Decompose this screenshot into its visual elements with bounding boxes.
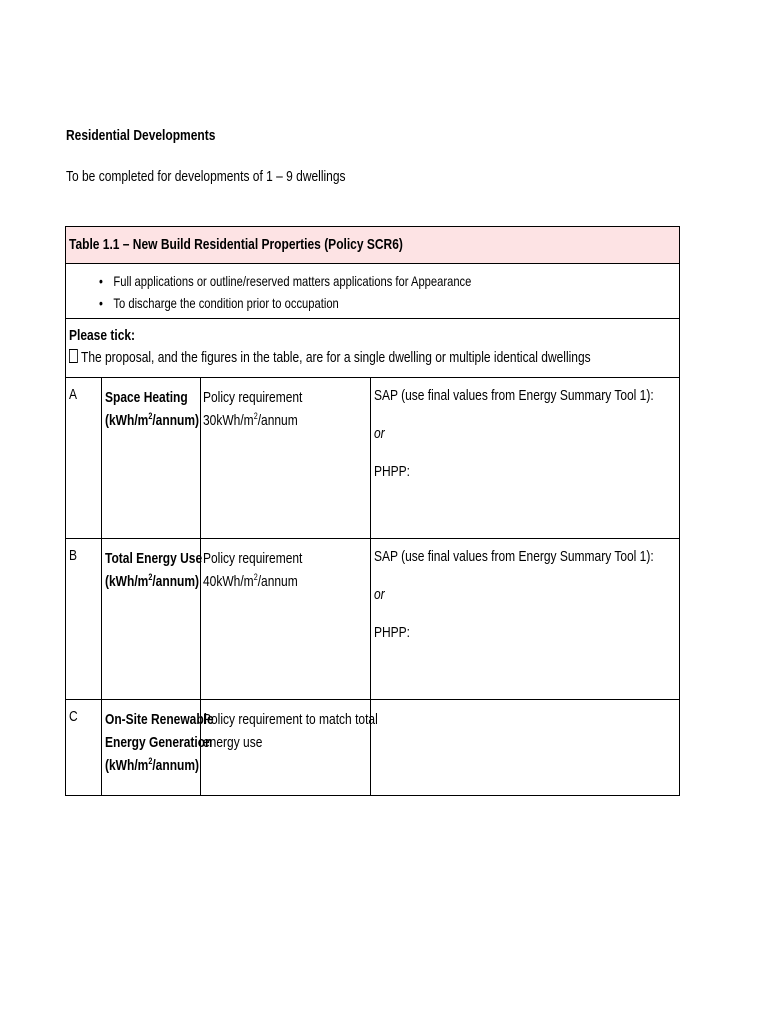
bullets-cell	[66, 264, 680, 319]
intro-text	[66, 168, 415, 185]
metric-name: On-Site Renewable	[105, 711, 214, 728]
requirement-cell	[201, 700, 378, 796]
table-bullets-row	[66, 264, 680, 319]
tick-title-text: Please tick:	[69, 327, 136, 344]
requirement-value: $40kWh/m^2$/annum	[203, 572, 298, 590]
tick-option	[69, 349, 679, 366]
tick-title	[69, 327, 679, 349]
metric-cell	[102, 539, 201, 700]
row-letter: C	[69, 708, 78, 725]
row-letter-cell	[66, 378, 102, 539]
intro-text-label: To be completed for developments of 1 – 9 dwellings	[66, 168, 346, 185]
list-item	[99, 292, 679, 314]
generation-input-cell[interactable]	[371, 700, 680, 796]
tick-option-label: The proposal, and the figures in the table, are for a single dwelling or multiple identical dwellings	[81, 349, 591, 366]
requirement-label: Policy requirement to match total	[203, 711, 378, 728]
metric-cell	[102, 378, 201, 539]
sap-input-cell[interactable]	[371, 378, 680, 539]
metric-unit: $(kWh/m^2/annum)$	[105, 572, 200, 590]
row-letter: A	[69, 386, 78, 403]
bullet-text: Full applications or outline/reserved matters applications for Appearance	[113, 273, 472, 289]
or-label: or	[374, 425, 385, 442]
requirement-label: Policy requirement	[203, 389, 303, 406]
row-letter-cell	[66, 539, 102, 700]
bullet-icon: •	[99, 295, 103, 311]
metric-cell	[102, 700, 214, 796]
section-heading	[66, 127, 253, 144]
sap-label: SAP (use final values from Energy Summary Tool 1):	[374, 387, 654, 404]
table-row	[66, 378, 680, 539]
requirement-cell	[201, 378, 371, 539]
policy-table	[65, 226, 680, 796]
tick-row	[66, 319, 680, 378]
tick-cell	[66, 319, 680, 378]
row-letter-cell	[66, 700, 102, 796]
table-title-cell	[66, 227, 680, 264]
metric-unit: $(kWh/m^2/annum)$	[105, 756, 200, 774]
requirement-cell	[201, 539, 371, 700]
requirement-label-continued: energy use	[203, 734, 263, 751]
bullet-text: To discharge the condition prior to occupation	[113, 295, 339, 311]
metric-unit: $(kWh/m^2/annum)$	[105, 411, 200, 429]
bullet-icon: •	[99, 273, 103, 289]
metric-name: Space Heating	[105, 389, 188, 406]
table-row	[66, 700, 680, 796]
row-letter: B	[69, 547, 78, 564]
phpp-label: PHPP:	[374, 624, 411, 641]
sap-label: SAP (use final values from Energy Summary Tool 1):	[374, 548, 654, 565]
sap-input-cell[interactable]	[371, 539, 680, 700]
bullet-list	[66, 270, 679, 314]
table-title: Table 1.1 – New Build Residential Properties (Policy SCR6)	[69, 236, 403, 253]
table-title-row	[66, 227, 680, 264]
tick-checkbox[interactable]	[69, 349, 78, 363]
or-label: or	[374, 586, 385, 603]
requirement-label: Policy requirement	[203, 550, 303, 567]
metric-name: Total Energy Use	[105, 550, 203, 567]
table-row	[66, 539, 680, 700]
requirement-value: $30kWh/m^2$/annum	[203, 411, 298, 429]
section-heading-text: Residential Developments	[66, 127, 216, 144]
phpp-label: PHPP:	[374, 463, 411, 480]
list-item	[99, 270, 679, 292]
metric-name-continued: Energy Generation	[105, 734, 213, 751]
